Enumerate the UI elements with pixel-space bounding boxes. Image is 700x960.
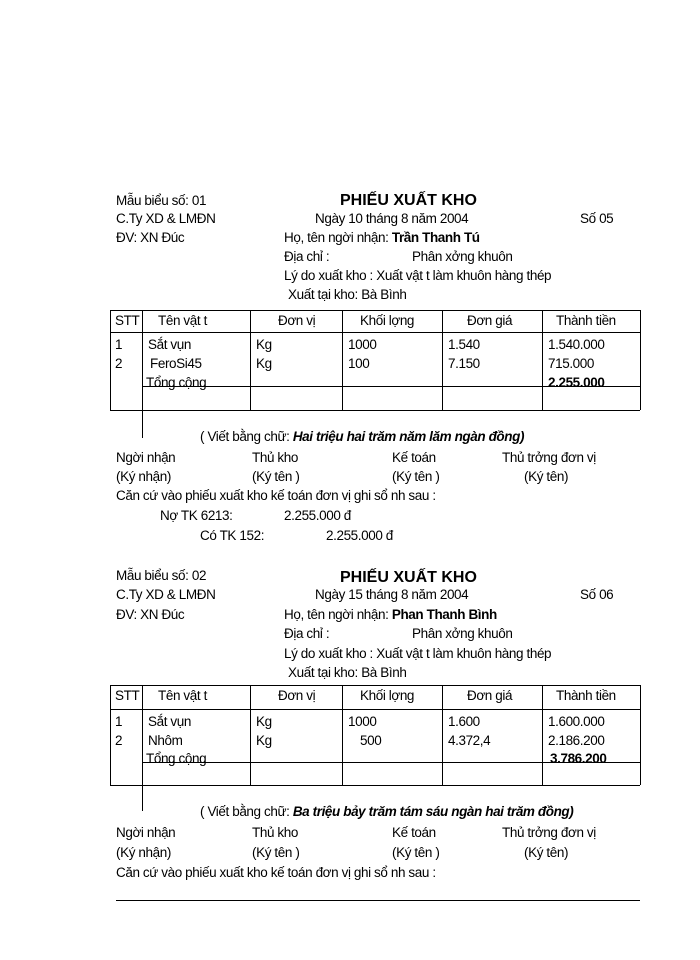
slip-date: Ngày 10 tháng 8 năm 2004: [315, 211, 469, 226]
credit-label: Có TK 152:: [200, 528, 265, 543]
table-rule: [110, 709, 640, 710]
header-amount: Thành tiền: [556, 688, 616, 703]
header-price: Đơn giá: [467, 313, 513, 328]
signer-accountant: Kế toán: [392, 450, 436, 465]
company-name: C.Ty XD & LMĐN: [116, 587, 216, 602]
form-number: Mẫu biểu số: 01: [116, 193, 207, 208]
sign-recipient: (Ký nhận): [116, 845, 171, 860]
total-label: Tổng cộng: [146, 751, 207, 766]
recipient-label: Họ, tên ngời nhận:: [284, 607, 389, 622]
cell-amount: 2.186.200: [548, 733, 605, 748]
amount-in-words: [200, 803, 573, 821]
recipient-line: [284, 229, 480, 247]
slip-number: Số 06: [580, 587, 614, 602]
cell-item: FeroSi45: [150, 356, 202, 371]
form-number: Mẫu biểu số: 02: [116, 568, 207, 583]
cell-unit: Kg: [256, 733, 272, 748]
items-table: [110, 310, 640, 410]
table-rule: [142, 310, 143, 438]
unit-name: ĐV: XN Đúc: [116, 607, 185, 622]
table-rule: [442, 310, 443, 410]
table-rule: [250, 685, 251, 785]
signer-storekeeper: Thủ kho: [252, 450, 298, 465]
in-words-value: Hai triệu hai trăm năm lăm ngàn đồng): [292, 429, 525, 444]
sign-head: (Ký tên): [524, 469, 569, 484]
table-rule: [110, 410, 640, 411]
table-rule: [342, 685, 343, 785]
company-name: C.Ty XD & LMĐN: [116, 211, 216, 226]
total-label: Tổng cộng: [146, 375, 207, 390]
cell-price: 7.150: [448, 356, 480, 371]
cell-quantity: 500: [360, 733, 382, 748]
header-price: Đơn giá: [467, 688, 513, 703]
header-quantity: Khối lợng: [360, 313, 415, 328]
sign-storekeeper: (Ký tên ): [252, 845, 300, 860]
recipient-name: Phan Thanh Bình: [391, 607, 497, 622]
table-rule: [640, 310, 641, 410]
header-unit: Đơn vị: [278, 313, 316, 328]
cell-quantity: 1000: [348, 714, 377, 729]
header-stt: STT: [115, 313, 140, 328]
table-rule: [342, 310, 343, 410]
warehouse: Xuất tại kho: Bà Bình: [288, 287, 407, 302]
signer-head: Thủ trởng đơn vị: [502, 450, 596, 465]
reason-line: [284, 645, 551, 663]
recipient-name: Trần Thanh Tú: [391, 230, 480, 245]
cell-price: 4.372,4: [448, 733, 491, 748]
signer-recipient: Ngời nhận: [116, 825, 176, 840]
table-rule: [110, 310, 640, 311]
reason-value: Xuất vật t làm khuôn hàng thép: [376, 646, 552, 661]
cell-unit: Kg: [256, 356, 272, 371]
reason-label: Lý do xuất kho :: [284, 268, 373, 283]
cell-stt: 2: [115, 356, 123, 371]
cell-amount: 715.000: [548, 356, 594, 371]
cell-item: Nhôm: [148, 733, 183, 748]
total-amount: 3.786.200: [550, 751, 607, 766]
table-rule: [542, 310, 543, 410]
recipient-label: Họ, tên ngời nhận:: [284, 230, 389, 245]
signer-recipient: Ngời nhận: [116, 450, 176, 465]
cell-amount: 1.540.000: [548, 337, 605, 352]
sign-head: (Ký tên): [524, 845, 569, 860]
sign-storekeeper: (Ký tên ): [252, 469, 300, 484]
reason-value: Xuất vật t làm khuôn hàng thép: [376, 268, 552, 283]
cell-quantity: 1000: [348, 337, 377, 352]
address-label: Địa chỉ :: [284, 249, 330, 264]
address-value: Phân xởng khuôn: [412, 626, 513, 641]
cell-stt: 1: [115, 337, 123, 352]
total-amount: 2.255.000: [548, 375, 605, 390]
table-rule: [110, 332, 640, 333]
table-rule: [110, 685, 640, 686]
table-rule: [110, 310, 111, 410]
cell-amount: 1.600.000: [548, 714, 605, 729]
unit-name: ĐV: XN Đúc: [116, 230, 185, 245]
signer-storekeeper: Thủ kho: [252, 825, 298, 840]
accounting-basis: Căn cứ vào phiếu xuất kho kế toán đơn vị ghi sổ nh sau :: [116, 488, 436, 503]
header-amount: Thành tiền: [556, 313, 616, 328]
sign-accountant: (Ký tên ): [392, 845, 440, 860]
credit-value: 2.255.000 đ: [326, 528, 393, 543]
table-rule: [640, 685, 641, 785]
table-rule: [542, 685, 543, 785]
slip-title: PHIẾU XUẤT KHO: [340, 192, 477, 209]
signer-head: Thủ trởng đơn vị: [502, 825, 596, 840]
sign-accountant: (Ký tên ): [392, 469, 440, 484]
address-value: Phân xởng khuôn: [412, 249, 513, 264]
slip-number: Số 05: [580, 211, 614, 226]
header-stt: STT: [115, 688, 140, 703]
table-rule: [250, 310, 251, 410]
header-item: Tên vật t: [158, 688, 207, 703]
in-words-value: Ba triệu bảy trăm tám sáu ngàn hai trăm đồng): [292, 804, 574, 819]
reason-line: [284, 267, 551, 285]
recipient-line: [284, 606, 497, 624]
cell-stt: 2: [115, 733, 123, 748]
sign-recipient: (Ký nhận): [116, 469, 171, 484]
slip-date: Ngày 15 tháng 8 năm 2004: [315, 587, 469, 602]
header-quantity: Khối lợng: [360, 688, 415, 703]
cell-item: Sắt vụn: [148, 337, 191, 352]
cell-item: Sắt vụn: [148, 714, 191, 729]
in-words-label: ( Viết bằng chữ:: [200, 804, 290, 819]
cell-quantity: 100: [348, 356, 370, 371]
amount-in-words: [200, 428, 524, 446]
debit-value: 2.255.000 đ: [284, 508, 351, 523]
cell-stt: 1: [115, 714, 123, 729]
warehouse: Xuất tại kho: Bà Bình: [288, 665, 407, 680]
address-label: Địa chỉ :: [284, 626, 330, 641]
cell-price: 1.540: [448, 337, 480, 352]
items-table: [110, 685, 640, 785]
table-rule: [142, 685, 143, 811]
accounting-basis: Căn cứ vào phiếu xuất kho kế toán đơn vị ghi sổ nh sau :: [116, 865, 436, 880]
header-unit: Đơn vị: [278, 688, 316, 703]
table-rule: [110, 785, 640, 786]
in-words-label: ( Viết bằng chữ:: [200, 429, 290, 444]
page-bottom-rule: [116, 900, 640, 901]
header-item: Tên vật t: [158, 313, 207, 328]
debit-label: Nợ TK 6213:: [160, 508, 233, 523]
signer-accountant: Kế toán: [392, 825, 436, 840]
table-rule: [110, 685, 111, 785]
cell-unit: Kg: [256, 337, 272, 352]
cell-unit: Kg: [256, 714, 272, 729]
reason-label: Lý do xuất kho :: [284, 646, 373, 661]
table-rule: [442, 685, 443, 785]
slip-title: PHIẾU XUẤT KHO: [340, 569, 477, 586]
cell-price: 1.600: [448, 714, 480, 729]
